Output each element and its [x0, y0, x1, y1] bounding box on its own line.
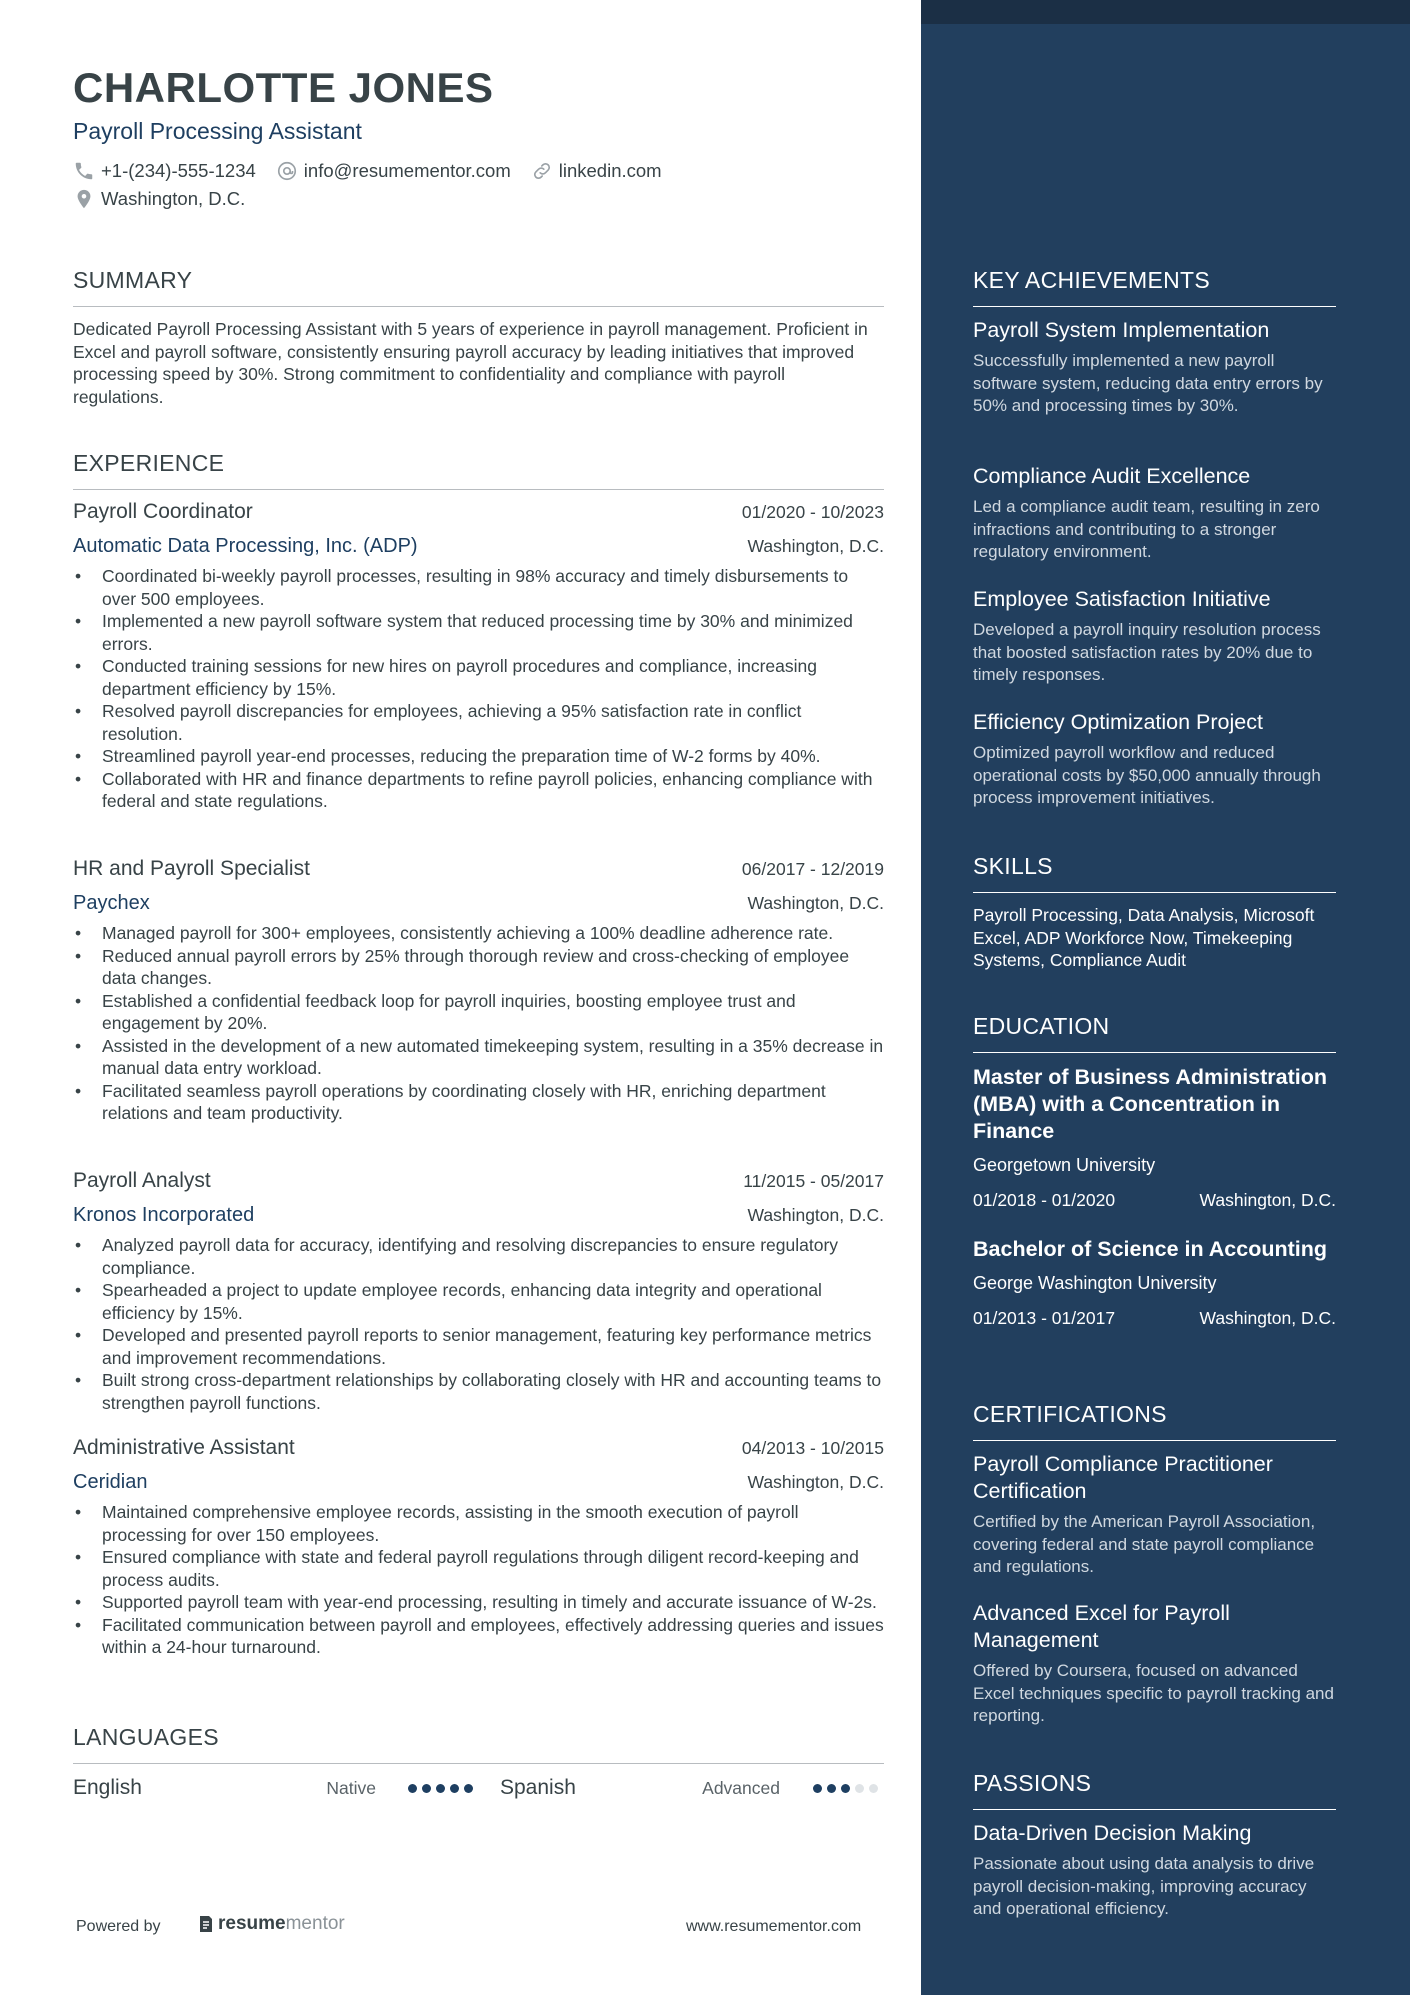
candidate-role: Payroll Processing Assistant: [73, 118, 362, 144]
achievement-title: Compliance Audit Excellence: [973, 464, 1251, 488]
at-icon: [276, 160, 298, 182]
language-name: English: [73, 1776, 142, 1799]
job-bullets: [73, 1501, 884, 1659]
language-item: [478, 1776, 883, 1800]
passion-item: [973, 1820, 1336, 1921]
email-text[interactable]: info@resumementor.com: [303, 160, 511, 181]
job-bullet: • Streamlined payroll year-end processes, reducing the preparation time of W-2 forms by 40%.: [73, 745, 884, 768]
job-bullet: • Facilitated communication between payroll and employees, effectively addressing queries and issues within a 24-hour turnaround.: [73, 1614, 884, 1659]
certification-item: [973, 1451, 1336, 1579]
email-item: [276, 160, 511, 182]
link-icon: [531, 160, 553, 182]
candidate-name: CHARLOTTE JONES: [73, 64, 494, 111]
job-bullet: • Maintained comprehensive employee records, assisting in the smooth execution of payroll processing for over 150 employees.: [73, 1501, 884, 1546]
phone-text[interactable]: +1-(234)-555-1234: [101, 160, 256, 181]
job-company: Paychex: [73, 892, 150, 914]
education-dates: 01/2013 - 01/2017: [973, 1308, 1116, 1328]
job-company: Ceridian: [73, 1471, 148, 1493]
job-company: Kronos Incorporated: [73, 1204, 255, 1226]
rating-dot-filled: [436, 1784, 445, 1793]
education-degree: Master of Business Administration (MBA) with a Concentration in Finance: [973, 1065, 1328, 1143]
rating-dot-filled: [450, 1784, 459, 1793]
achievement-item: [973, 709, 1336, 810]
skills-heading: SKILLS: [973, 853, 1336, 893]
certification-item: [973, 1600, 1336, 1728]
job-entry: [73, 1436, 884, 1659]
job-bullets: [73, 565, 884, 813]
certification-desc: Offered by Coursera, focused on advanced Excel techniques specific to payroll tracking and reporting.: [973, 1661, 1334, 1725]
job-dates: 06/2017 - 12/2019: [741, 859, 884, 879]
rating-dot-filled: [464, 1784, 473, 1793]
passion-desc: Passionate about using data analysis to drive payroll decision-making, improving accuracy and operational efficiency.: [973, 1854, 1315, 1918]
job-bullet: • Spearheaded a project to update employee records, enhancing data integrity and operational efficiency by 15%.: [73, 1279, 884, 1324]
brand-light: mentor: [285, 1913, 345, 1934]
achievement-desc: Optimized payroll workflow and reduced operational costs by $50,000 annually through process improvement initiatives.: [973, 743, 1321, 807]
job-bullets: [73, 1234, 884, 1414]
powered-by-text: Powered by: [76, 1918, 161, 1935]
summary-heading: SUMMARY: [73, 267, 884, 307]
brand-bold: resume: [218, 1913, 286, 1934]
education-school: George Washington University: [973, 1273, 1217, 1293]
language-rating: [408, 1784, 478, 1793]
job-location: Washington, D.C.: [747, 893, 884, 913]
education-school: Georgetown University: [973, 1155, 1156, 1175]
phone-item: [73, 160, 256, 182]
job-entry: [73, 857, 884, 1125]
job-bullet: • Ensured compliance with state and federal payroll regulations through diligent record-keeping and process audits.: [73, 1546, 884, 1591]
job-bullet: • Supported payroll team with year-end processing, resulting in timely and accurate issuance of W-2s.: [73, 1591, 884, 1614]
education-degree: Bachelor of Science in Accounting: [973, 1237, 1328, 1261]
brand-logo[interactable]: [198, 1913, 345, 1935]
job-bullet: • Developed and presented payroll reports to senior management, featuring key performance metrics and improvement recommendations.: [73, 1324, 884, 1369]
job-title: Payroll Coordinator: [73, 500, 253, 523]
contact-row: [73, 160, 682, 182]
resumementor-logo-icon: [198, 1914, 214, 1934]
achievement-desc: Developed a payroll inquiry resolution process that boosted satisfaction rates by 20% due to timely responses.: [973, 620, 1321, 684]
job-bullet: • Coordinated bi-weekly payroll processes, resulting in 98% accuracy and timely disbursements to over 500 employees.: [73, 565, 884, 610]
job-bullet: • Resolved payroll discrepancies for employees, achieving a 95% satisfaction rate in conflict resolution.: [73, 700, 884, 745]
job-location: Washington, D.C.: [747, 1472, 884, 1492]
location-pin-icon: [73, 188, 95, 210]
achievements-heading: KEY ACHIEVEMENTS: [973, 267, 1336, 307]
rating-dot-filled: [813, 1784, 822, 1793]
job-bullet: • Analyzed payroll data for accuracy, identifying and resolving discrepancies to ensure regulatory compliance.: [73, 1234, 884, 1279]
job-bullet: • Collaborated with HR and finance departments to refine payroll policies, enhancing compliance with federal and state regulations.: [73, 768, 884, 813]
job-title: Administrative Assistant: [73, 1436, 295, 1459]
job-entry: [73, 500, 884, 813]
summary-text: Dedicated Payroll Processing Assistant with 5 years of experience in payroll management. Proficient in Excel and payroll software, consistently ensuring payroll accuracy by leading initiatives that improved processing speed by 30%. Strong commitment to confidentiality and compliance with payroll regulations.: [73, 319, 868, 407]
achievement-desc: Successfully implemented a new payroll software system, reducing data entry errors by 50% and processing times by 30%.: [973, 351, 1323, 415]
achievement-title: Employee Satisfaction Initiative: [973, 587, 1271, 611]
achievement-title: Payroll System Implementation: [973, 318, 1270, 342]
education-location: Washington, D.C.: [1199, 1190, 1336, 1210]
language-name: Spanish: [500, 1776, 576, 1799]
job-entry: [73, 1169, 884, 1414]
location-row: [73, 188, 265, 210]
phone-icon: [73, 160, 95, 182]
rating-dot-filled: [408, 1784, 417, 1793]
certification-desc: Certified by the American Payroll Association, covering federal and state payroll compliance and regulations.: [973, 1512, 1316, 1576]
language-item: [73, 1776, 478, 1800]
experience-heading: EXPERIENCE: [73, 450, 884, 490]
linkedin-text[interactable]: linkedin.com: [558, 160, 662, 181]
job-bullet: • Managed payroll for 300+ employees, consistently achieving a 100% deadline adherence rate.: [73, 922, 884, 945]
rating-dot-filled: [841, 1784, 850, 1793]
website-link[interactable]: www.resumementor.com: [686, 1918, 862, 1935]
rating-dot-filled: [827, 1784, 836, 1793]
languages-list: [73, 1776, 884, 1800]
job-dates: 01/2020 - 10/2023: [741, 502, 884, 522]
job-bullet: • Implemented a new payroll software system that reduced processing time by 30% and minimized errors.: [73, 610, 884, 655]
language-level: Advanced: [702, 1777, 780, 1798]
job-location: Washington, D.C.: [747, 1205, 884, 1225]
job-title: HR and Payroll Specialist: [73, 857, 310, 880]
job-bullet: • Conducted training sessions for new hires on payroll procedures and compliance, increasing department efficiency by 15%.: [73, 655, 884, 700]
languages-heading: LANGUAGES: [73, 1724, 884, 1764]
linkedin-item: [531, 160, 662, 182]
certifications-heading: CERTIFICATIONS: [973, 1401, 1336, 1441]
education-item: [973, 1236, 1336, 1329]
job-dates: 04/2013 - 10/2015: [741, 1438, 884, 1458]
certification-title: Payroll Compliance Practitioner Certification: [973, 1452, 1273, 1503]
job-company: Automatic Data Processing, Inc. (ADP): [73, 535, 418, 557]
job-title: Payroll Analyst: [73, 1169, 211, 1192]
achievement-item: [973, 586, 1336, 687]
location-text: Washington, D.C.: [101, 188, 246, 209]
job-bullet: • Assisted in the development of a new automated timekeeping system, resulting in a 35% decrease in manual data entry workload.: [73, 1035, 884, 1080]
passions-heading: PASSIONS: [973, 1770, 1336, 1810]
job-bullet: • Facilitated seamless payroll operations by coordinating closely with HR, enriching department relations and team productivity.: [73, 1080, 884, 1125]
achievement-item: [973, 317, 1336, 418]
job-location: Washington, D.C.: [747, 536, 884, 556]
rating-dot-filled: [422, 1784, 431, 1793]
skills-text: Payroll Processing, Data Analysis, Microsoft Excel, ADP Workforce Now, Timekeeping Systems, Compliance Audit: [973, 905, 1315, 970]
rating-dot-empty: [869, 1784, 878, 1793]
language-rating: [813, 1784, 883, 1793]
job-dates: 11/2015 - 05/2017: [743, 1171, 884, 1191]
education-location: Washington, D.C.: [1199, 1308, 1336, 1328]
achievement-item: [973, 463, 1336, 564]
education-item: [973, 1064, 1336, 1211]
job-bullets: [73, 922, 884, 1125]
certification-title: Advanced Excel for Payroll Management: [973, 1601, 1230, 1652]
achievement-desc: Led a compliance audit team, resulting in zero infractions and contributing to a stronger regulatory environment.: [973, 497, 1320, 561]
sidebar: [921, 0, 1410, 1995]
achievement-title: Efficiency Optimization Project: [973, 710, 1263, 734]
job-bullet: • Established a confidential feedback loop for payroll inquiries, boosting employee trust and engagement by 20%.: [73, 990, 884, 1035]
education-dates: 01/2018 - 01/2020: [973, 1190, 1116, 1210]
language-level: Native: [326, 1777, 376, 1798]
job-bullet: • Reduced annual payroll errors by 25% through thorough review and cross-checking of employee data changes.: [73, 945, 884, 990]
passion-title: Data-Driven Decision Making: [973, 1821, 1252, 1845]
location-item: [73, 188, 245, 210]
job-bullet: • Built strong cross-department relationships by collaborating closely with HR and accounting teams to strengthen payroll functions.: [73, 1369, 884, 1414]
rating-dot-empty: [855, 1784, 864, 1793]
education-heading: EDUCATION: [973, 1013, 1336, 1053]
sidebar-top-bar: [921, 0, 1410, 24]
